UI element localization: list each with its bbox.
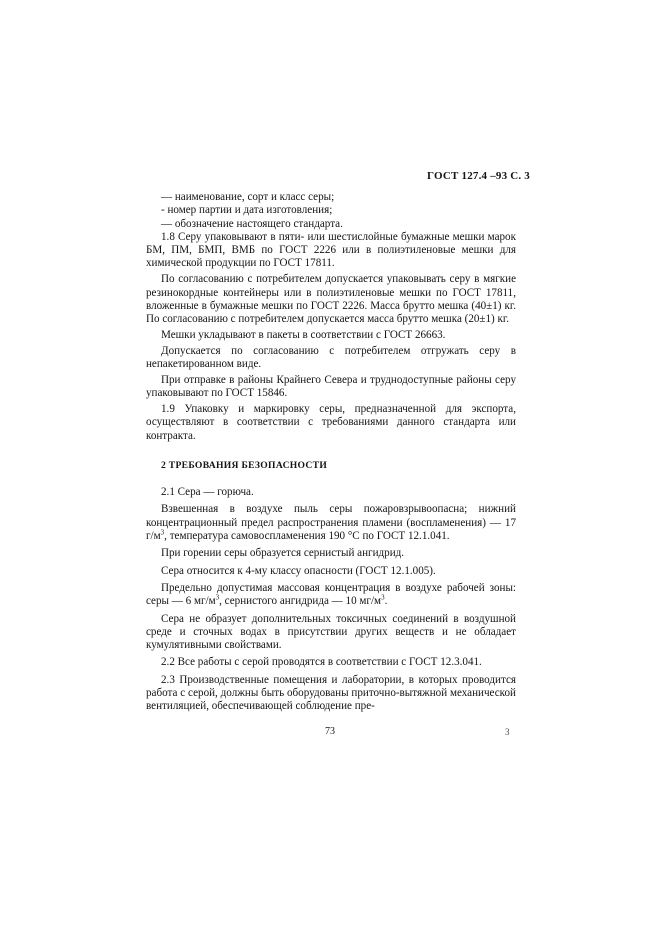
paragraph-hazard-class: Сера относится к 4-му классу опасности (ГОСТ 12.1.005). (161, 564, 436, 577)
paragraph-1-9: 1.9 Упаковку и маркировку серы, предназначенной для экспорта, осуществляют в соответствии с требованиями данного стандарта или контракта. (146, 402, 516, 442)
unit-exponent: 3 (215, 593, 220, 602)
paragraph-containers: По согласованию с потребителем допускается упаковывать серу в мягкие резинокордные контейнеры или в полиэтиленовые мешки по ГОСТ 17811, вложенные в бумажные мешки по ГОСТ 2226. Масса брутто мешка (40±1) кг. По согласованию с потребителем допускается масса брутто мешка (20±1) кг. (146, 273, 516, 326)
dust-text: Взвешенная в воздухе пыль серы пожаровзрывоопасна; нижний концентрационный предел распространения пламени (воспламенения) — 17 г/м (146, 503, 516, 543)
unit-exponent: 3 (381, 593, 385, 602)
concentration-text: Предельно допустимая массовая концентрация в воздухе рабочей зоны: серы — 6 мг/м (146, 581, 516, 608)
paragraph-unpacketed: Допускается по согласованию с потребителем отгружать серу в непакетированном виде. (146, 344, 516, 371)
paragraph-packets: Мешки укладывают в пакеты в соответствии с ГОСТ 26663. (161, 328, 446, 341)
concentration-text-mid: , сернистого ангидрида — 10 мг/м (219, 595, 382, 608)
paragraph-2-1: 2.1 Сера — горюча. (161, 486, 254, 499)
unit-exponent: 3 (160, 528, 165, 537)
corner-mark: 3 (505, 727, 510, 737)
section-2-title: 2 ТРЕБОВАНИЯ БЕЗОПАСНОСТИ (161, 459, 328, 471)
dust-text-end: , температура самовоспламенения 190 °С по ГОСТ 12.1.041. (164, 530, 450, 543)
paragraph-combustion: При горении серы образуется сернистый ангидрид. (161, 547, 405, 560)
paragraph-concentration (146, 582, 516, 609)
list-item-name: — наименование, сорт и класс серы; (161, 191, 335, 203)
paragraph-2-2: 2.2 Все работы с серой проводятся в соответствии с ГОСТ 12.3.041. (161, 656, 482, 669)
paragraph-1-8: 1.8 Серу упаковывают в пяти- или шестислойные бумажные мешки марок БМ, ПМ, БМП, ВМБ по ГОСТ 2226 или в полиэтиленовые мешки для химической продукции по ГОСТ 17811. (146, 230, 516, 270)
paragraph-toxicity: Сера не образует дополнительных токсичных соединений в воздушной среде и сточных водах в присутствии других веществ и не обладает кумулятивными свойствами. (146, 612, 516, 652)
paragraph-north: При отправке в районы Крайнего Севера и труднодоступные районы серу упаковывают по ГОСТ 15846. (146, 373, 516, 400)
concentration-text-end: . (384, 595, 388, 608)
list-item-batch: - номер партии и дата изготовления; (161, 204, 333, 217)
page-number: 73 (325, 726, 335, 737)
paragraph-2-3: 2.3 Производственные помещения и лаборатории, в которых проводится работа с серой, должны быть оборудованы приточно-вытяжной механической вентиляцией, обеспечивающей соблюдение пре- (146, 673, 516, 713)
document-body (146, 191, 516, 718)
list-item-standard: — обозначение настоящего стандарта. (161, 217, 343, 230)
paragraph-dust (146, 503, 516, 543)
section-2-body (146, 486, 516, 713)
page-header: ГОСТ 127.4 –93 С. 3 (427, 170, 530, 182)
